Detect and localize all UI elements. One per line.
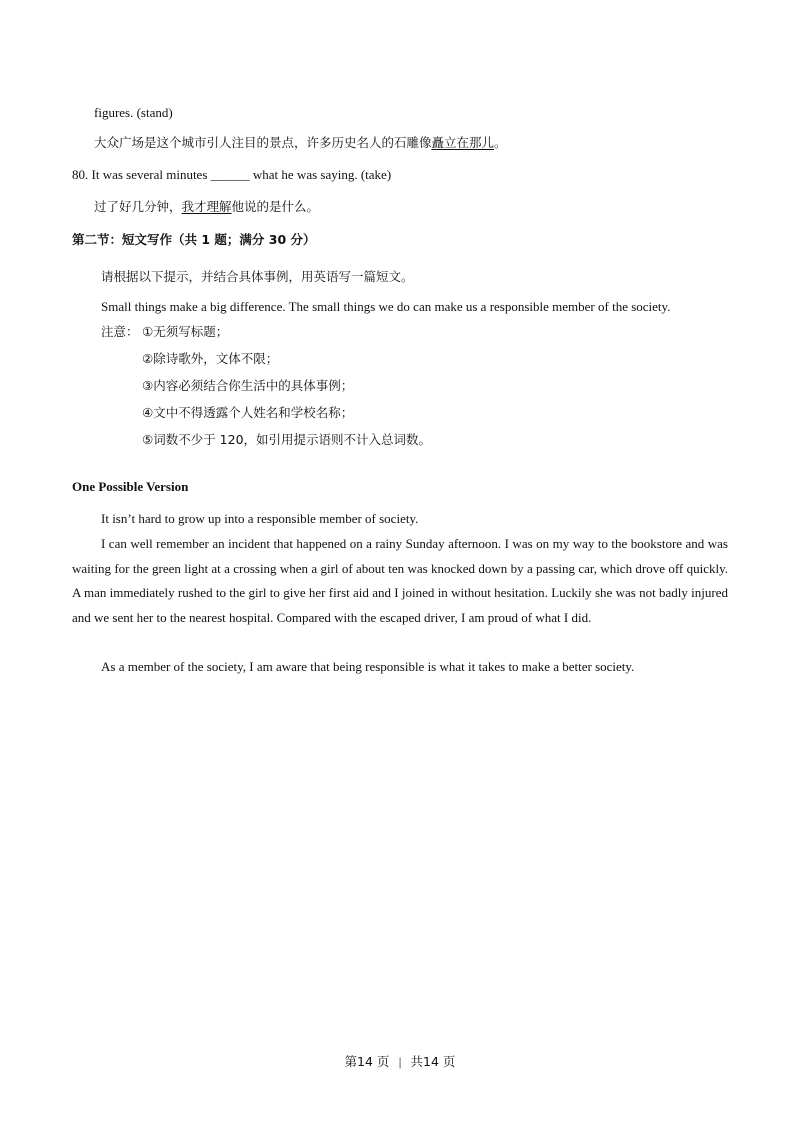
q79-chinese-end: 。 xyxy=(494,135,507,150)
section2-heading: 第二节：短文写作（共 1 题；满分 30 分） xyxy=(72,232,316,247)
answer-heading: One Possible Version xyxy=(72,479,189,494)
section2-instruction: 请根据以下提示，并结合具体事例，用英语写一篇短文。 xyxy=(101,269,414,284)
answer-paragraph: It isn’t hard to grow up into a responsible member of society. xyxy=(101,511,419,526)
note-item: ③内容必须结合你生活中的具体事例； xyxy=(142,378,354,393)
q80-english-line xyxy=(72,166,391,184)
q79-underlined-phrase: 矗立在那儿 xyxy=(431,135,495,150)
q80-chinese-text: 过了好几分钟， xyxy=(94,199,182,214)
note-item: ②除诗歌外，文体不限； xyxy=(142,351,279,366)
q80-text-after: what he was saying. (take) xyxy=(249,167,392,182)
page-total: 共14 页 xyxy=(410,1054,456,1069)
footer-separator: | xyxy=(398,1054,402,1069)
page-number: 第14 页 xyxy=(344,1054,390,1069)
note-item: ⑤词数不少于 120，如引用提示语则不计入总词数。 xyxy=(142,432,432,447)
page-footer xyxy=(0,1052,800,1070)
q80-chinese-end: 他说的是什么。 xyxy=(231,199,320,214)
notes-label: 注意： xyxy=(101,324,139,339)
q80-blank: ______ xyxy=(210,167,250,182)
note-item: ④文中不得透露个人姓名和学校名称； xyxy=(142,405,354,420)
q80-underlined-phrase: 我才理解 xyxy=(181,199,232,214)
note-item: ①无须写标题； xyxy=(142,324,229,339)
q80-chinese-line xyxy=(94,198,319,216)
q79-english-tail: figures. (stand) xyxy=(94,105,173,120)
q80-text-before: 80. It was several minutes xyxy=(72,167,211,182)
section2-prompt: Small things make a big difference. The small things we do can make us a responsible member of the society. xyxy=(101,299,671,314)
answer-paragraph: I can well remember an incident that happened on a rainy Sunday afternoon. I was on my way to the bookstore and was waiting for the green light at a crossing when a girl of about ten was knocked down by a passing car, which drove off quickly. A man immediately rushed to the girl to give her first aid and I joined in without hesitation. Luckily she was not badly injured and we sent her to the nearest hospital. Compared with the escaped driver, I am proud of what I did. xyxy=(72,536,728,625)
q79-chinese-text: 大众广场是这个城市引人注目的景点，许多历史名人的石雕像 xyxy=(94,135,432,150)
q79-chinese-line xyxy=(94,134,507,152)
answer-paragraph: As a member of the society, I am aware that being responsible is what it takes to make a better society. xyxy=(101,659,635,674)
